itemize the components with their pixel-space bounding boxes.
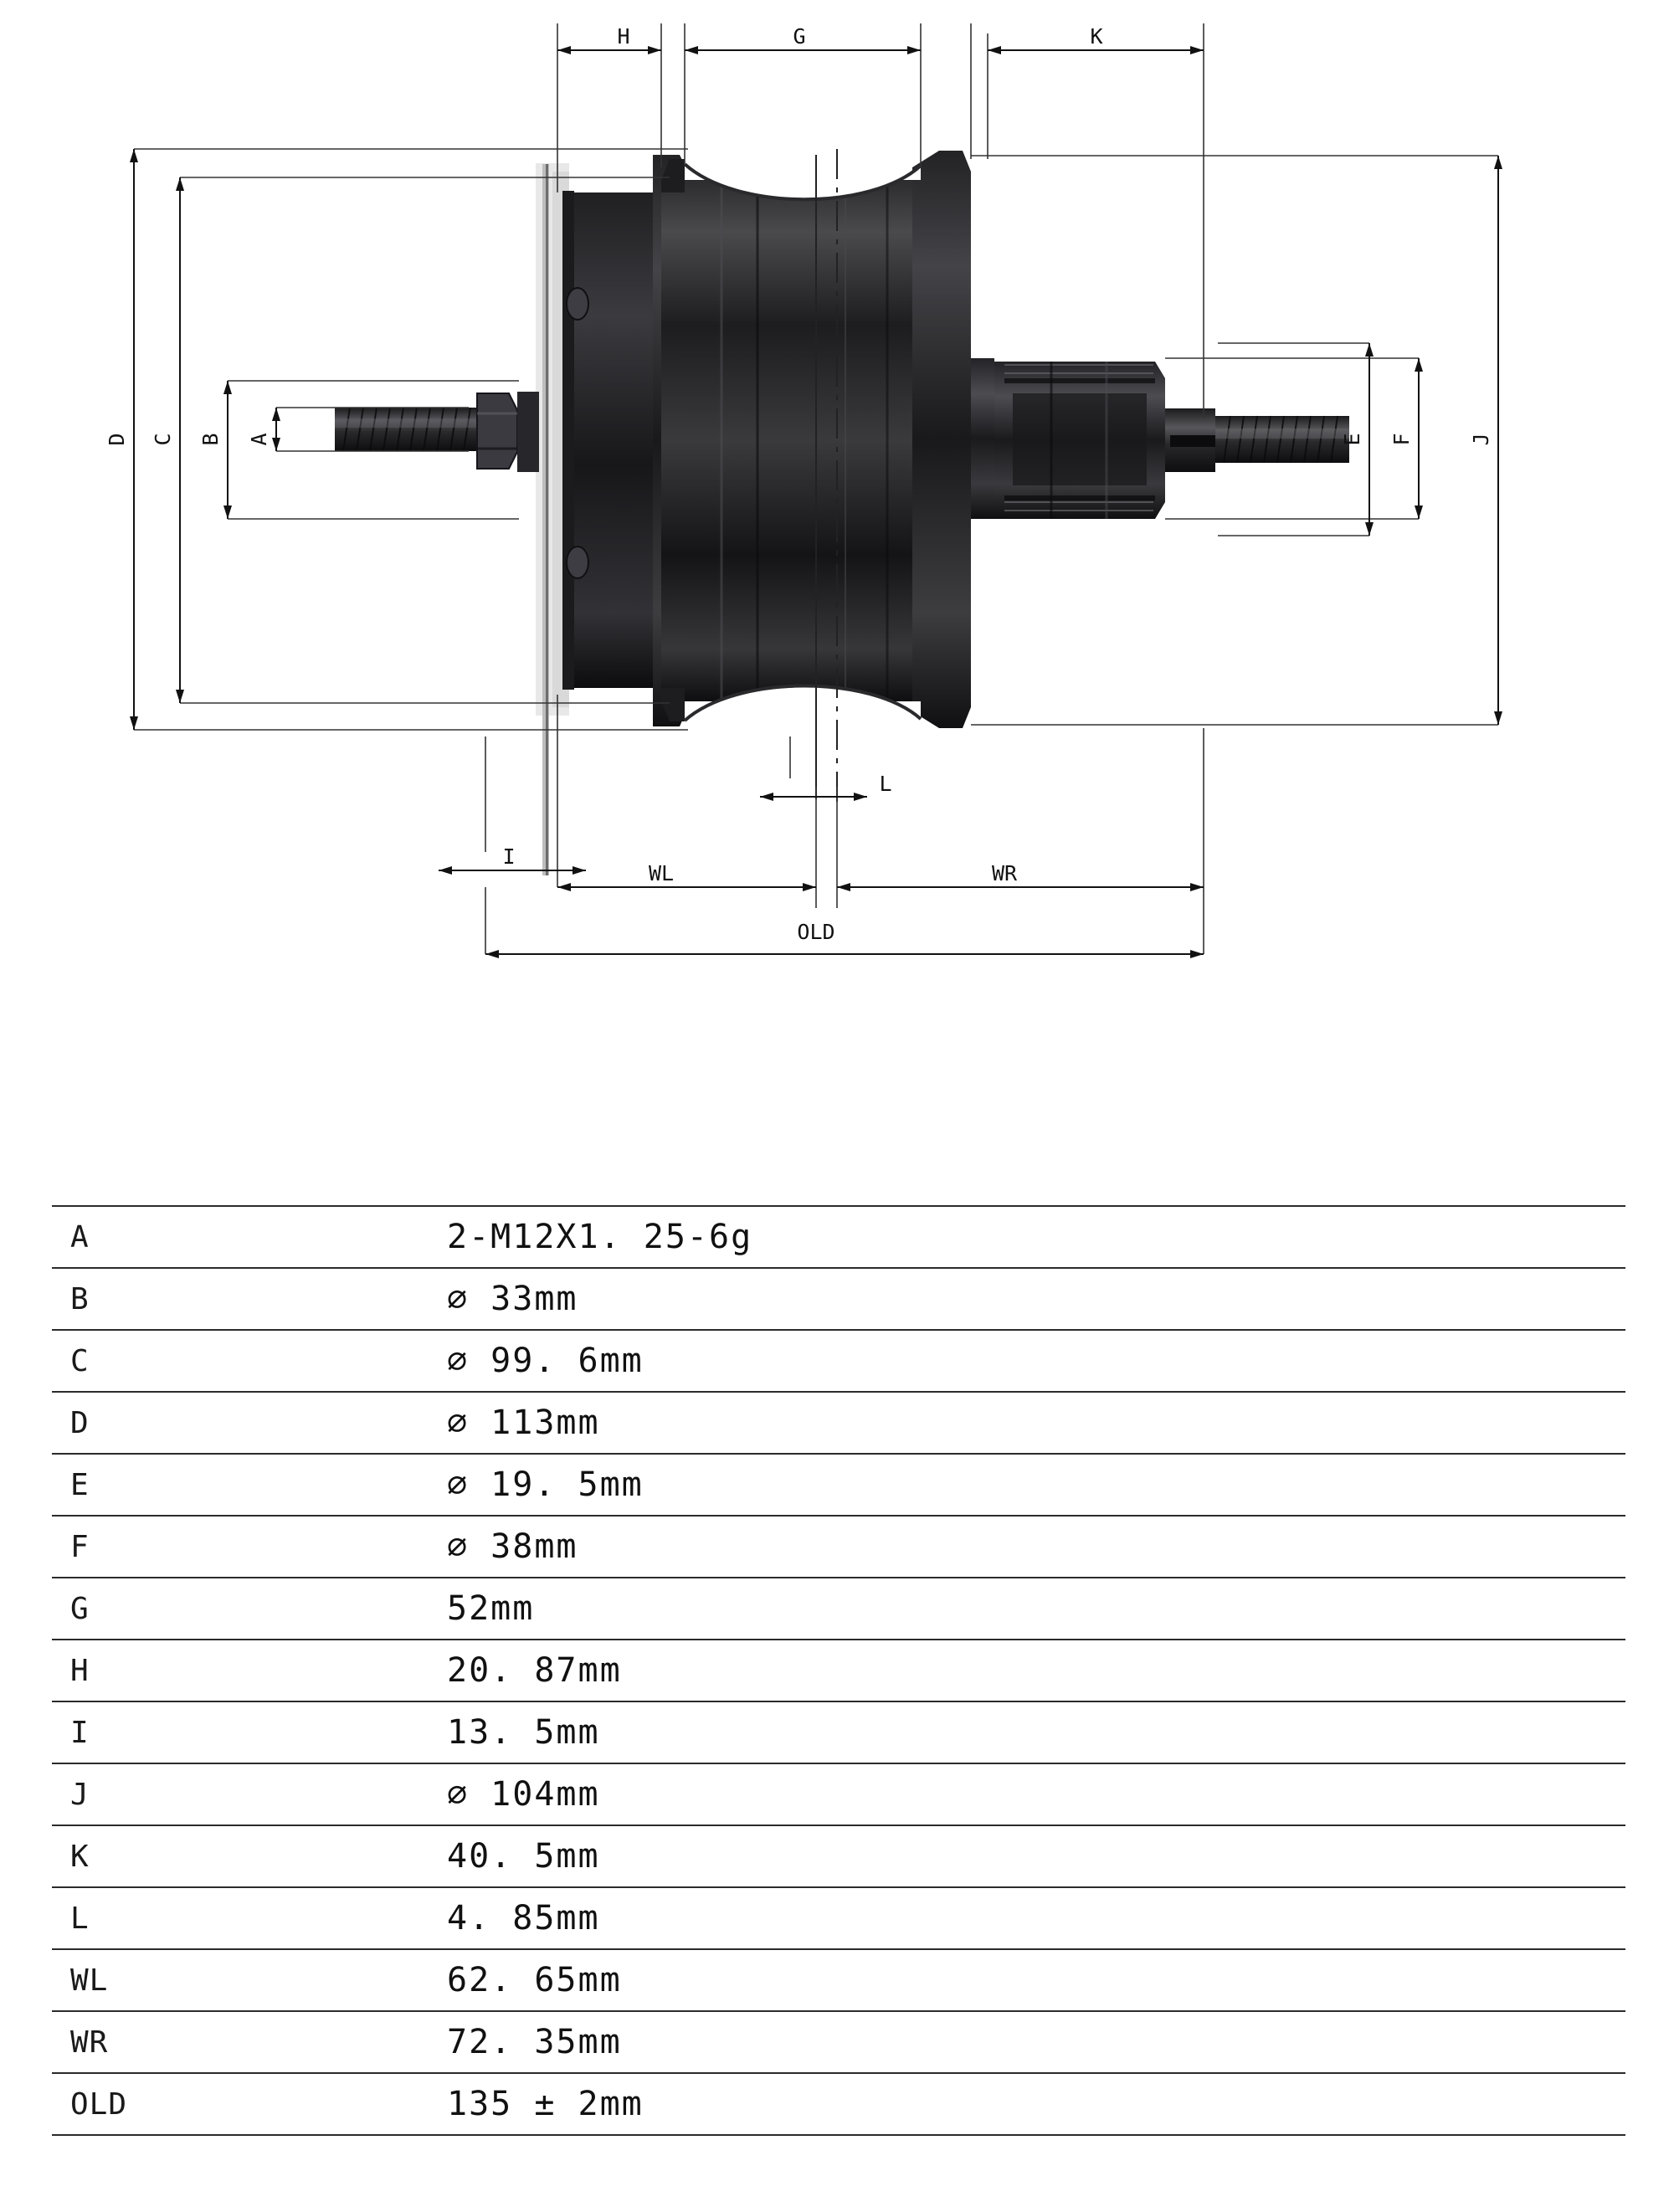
dim-label-OLD: OLD xyxy=(797,920,835,944)
table-row xyxy=(52,1949,1625,2011)
spec-value: ⌀ 113mm xyxy=(171,1392,1625,1454)
spec-value: ⌀ 104mm xyxy=(171,1763,1625,1825)
dimension-B xyxy=(198,381,228,519)
spec-value: 20. 87mm xyxy=(171,1640,1625,1701)
table-row xyxy=(52,1392,1625,1454)
spec-key: I xyxy=(52,1701,171,1763)
spec-value: 4. 85mm xyxy=(171,1887,1625,1949)
spec-value: 40. 5mm xyxy=(171,1825,1625,1887)
dimension-OLD xyxy=(485,920,1204,954)
dimension-F xyxy=(1389,358,1419,519)
spec-value: ⌀ 99. 6mm xyxy=(171,1330,1625,1392)
spec-value: 135 ± 2mm xyxy=(171,2073,1625,2135)
spec-value: ⌀ 38mm xyxy=(171,1516,1625,1578)
dim-label-F: F xyxy=(1389,433,1414,446)
dim-label-E: E xyxy=(1340,433,1364,446)
spec-value: 72. 35mm xyxy=(171,2011,1625,2073)
table-row xyxy=(52,1640,1625,1701)
dim-label-H: H xyxy=(617,24,630,49)
table-row xyxy=(52,1763,1625,1825)
technical-drawing xyxy=(0,0,1674,1046)
axle-nut xyxy=(477,393,517,469)
dimension-K xyxy=(988,24,1204,50)
dimension-L xyxy=(760,772,892,797)
table-row xyxy=(52,1206,1625,1268)
spec-key: A xyxy=(52,1206,171,1268)
spec-key: G xyxy=(52,1578,171,1640)
spec-key: J xyxy=(52,1763,171,1825)
dimension-WL xyxy=(557,861,816,887)
dim-label-C: C xyxy=(151,433,175,446)
spec-key: K xyxy=(52,1825,171,1887)
dim-label-D: D xyxy=(105,433,129,446)
dim-label-G: G xyxy=(793,24,806,49)
table-row xyxy=(52,2073,1625,2135)
motor-shell xyxy=(661,180,925,701)
table-row xyxy=(52,1330,1625,1392)
dimension-C xyxy=(151,177,180,703)
table-row xyxy=(52,1268,1625,1330)
cover-bolt-bottom xyxy=(567,547,588,578)
table-row xyxy=(52,1578,1625,1640)
table-row xyxy=(52,1701,1625,1763)
right-spoke-flange xyxy=(912,151,971,728)
dimension-E xyxy=(1340,343,1369,536)
spec-key: B xyxy=(52,1268,171,1330)
dimension-I xyxy=(439,844,586,870)
specification-table xyxy=(52,1205,1625,2136)
dimension-D xyxy=(105,149,134,730)
dimension-WR xyxy=(837,861,1204,887)
dim-label-K: K xyxy=(1090,24,1103,49)
dim-label-L: L xyxy=(879,772,892,796)
spec-key: E xyxy=(52,1454,171,1516)
spec-value: 13. 5mm xyxy=(171,1701,1625,1763)
dim-label-I: I xyxy=(502,844,516,869)
specification-table-body xyxy=(52,1206,1625,2135)
spec-key: D xyxy=(52,1392,171,1454)
spec-value: ⌀ 19. 5mm xyxy=(171,1454,1625,1516)
spec-value: 62. 65mm xyxy=(171,1949,1625,2011)
dim-label-WR: WR xyxy=(991,861,1018,885)
table-row xyxy=(52,1454,1625,1516)
table-row xyxy=(52,1887,1625,1949)
spec-value: ⌀ 33mm xyxy=(171,1268,1625,1330)
spec-value: 2-M12X1. 25-6g xyxy=(171,1206,1625,1268)
table-row xyxy=(52,1516,1625,1578)
cover-bolt-top xyxy=(567,288,588,320)
table-row xyxy=(52,2011,1625,2073)
hub-motor-illustration xyxy=(335,151,1349,875)
dimension-G xyxy=(685,24,921,50)
spec-key: H xyxy=(52,1640,171,1701)
dimension-J xyxy=(1469,156,1498,725)
dimension-A xyxy=(247,408,276,451)
spec-value: 52mm xyxy=(171,1578,1625,1640)
dim-label-J: J xyxy=(1469,433,1493,446)
spec-key: WL xyxy=(52,1949,171,2011)
spec-key: C xyxy=(52,1330,171,1392)
spec-key: WR xyxy=(52,2011,171,2073)
dimension-H xyxy=(557,24,661,50)
dim-label-WL: WL xyxy=(648,861,675,885)
spec-key: OLD xyxy=(52,2073,171,2135)
dim-label-B: B xyxy=(198,433,223,446)
dim-label-A: A xyxy=(247,433,271,446)
table-row xyxy=(52,1825,1625,1887)
spec-key: F xyxy=(52,1516,171,1578)
spec-key: L xyxy=(52,1887,171,1949)
